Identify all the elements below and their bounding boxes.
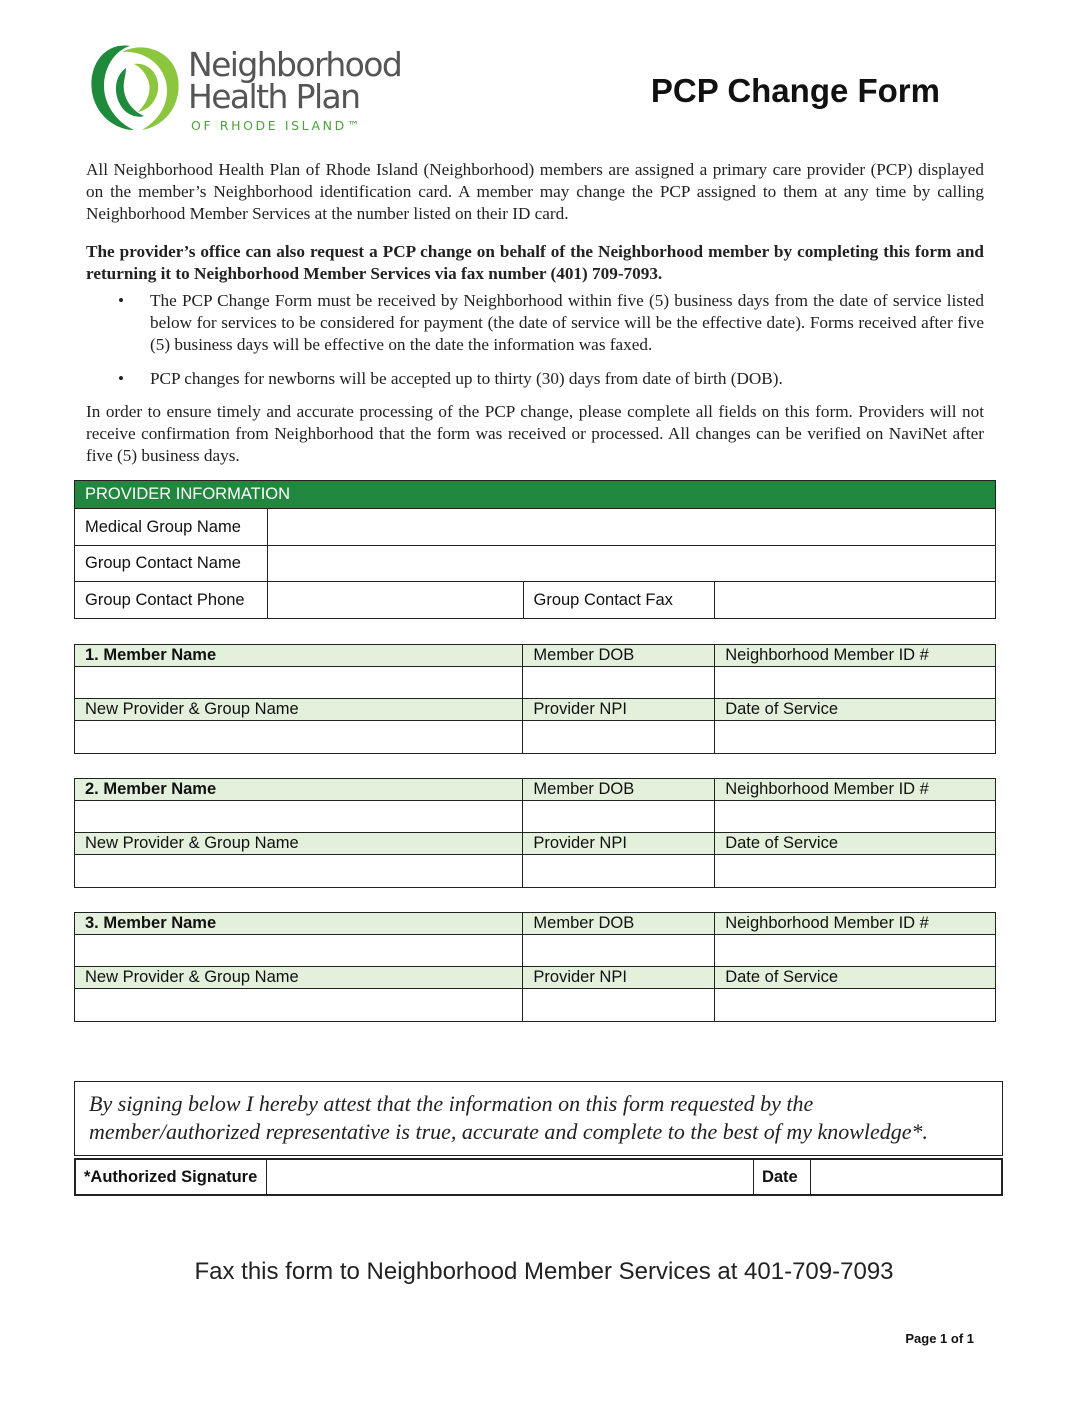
new-provider-field[interactable] xyxy=(75,989,523,1022)
bullet-icon: • xyxy=(118,291,125,310)
member-id-label: Neighborhood Member ID # xyxy=(715,779,996,801)
authorized-signature-label: *Authorized Signature xyxy=(75,1159,267,1195)
fax-instruction: Fax this form to Neighborhood Member Services at 401-709-7093 xyxy=(194,1258,894,1285)
member-id-label: Neighborhood Member ID # xyxy=(715,645,996,667)
member-dob-field[interactable] xyxy=(523,667,715,699)
form-title: PCP Change Form xyxy=(650,72,940,109)
member-dob-label: Member DOB xyxy=(523,913,715,935)
list-item xyxy=(86,368,984,390)
member-name-label: 1. Member Name xyxy=(75,645,523,667)
page-number: Page 1 of 1 xyxy=(905,1331,974,1346)
member-2-table xyxy=(74,778,996,888)
member-id-field[interactable] xyxy=(715,935,996,967)
date-of-service-label: Date of Service xyxy=(715,967,996,989)
member-dob-label: Member DOB xyxy=(523,779,715,801)
new-provider-field[interactable] xyxy=(75,721,523,754)
list-item xyxy=(86,290,984,356)
logo-text-line2: Health Plan xyxy=(188,77,360,116)
provider-npi-field[interactable] xyxy=(523,855,715,888)
provider-npi-label: Provider NPI xyxy=(523,699,715,721)
logo-text-line3: OF RHODE ISLAND™ xyxy=(191,118,362,133)
provider-npi-field[interactable] xyxy=(523,989,715,1022)
provider-information-heading: PROVIDER INFORMATION xyxy=(75,481,996,509)
logo-text-line1: Neighborhood xyxy=(188,45,402,84)
intro-paragraph-1: All Neighborhood Health Plan of Rhode Island (Neighborhood) members are assigned a primary care provider (PCP) displayed on the member’s Neighborhood identification card. A member may change the PCP assigned to them at any time by calling Neighborhood Member Services at the number listed on their ID card. xyxy=(86,160,984,223)
new-provider-label: New Provider & Group Name xyxy=(75,699,523,721)
bullet-text: The PCP Change Form must be received by Neighborhood within five (5) business days from the date of service listed below for services to be considered for payment (the date of service will be the effective date). Forms received after five (5) business days will be effective on the date the information was faxed. xyxy=(150,291,984,354)
date-of-service-label: Date of Service xyxy=(715,699,996,721)
member-id-field[interactable] xyxy=(715,667,996,699)
signature-table xyxy=(74,1158,1003,1196)
group-contact-phone-field[interactable] xyxy=(267,582,523,619)
bullet-text: PCP changes for newborns will be accepted up to thirty (30) days from date of birth (DOB). xyxy=(150,369,783,388)
member-3-table xyxy=(74,912,996,1022)
provider-npi-field[interactable] xyxy=(523,721,715,754)
group-contact-fax-field[interactable] xyxy=(715,582,996,619)
intro-paragraph-3: In order to ensure timely and accurate processing of the PCP change, please complete all fields on this form. Providers will not receive confirmation from Neighborhood that the form was received or processed. All changes can be verified on NaviNet after five (5) business days. xyxy=(86,402,984,465)
instructions-list xyxy=(86,290,984,390)
group-contact-name-label: Group Contact Name xyxy=(75,546,268,582)
bullet-icon: • xyxy=(118,369,125,388)
logo xyxy=(86,38,416,134)
date-field[interactable] xyxy=(810,1159,1002,1195)
attestation-statement: By signing below I hereby attest that the information on this form requested by the member/authorized representative is true, accurate and complete to the best of my knowledge*. xyxy=(74,1081,1003,1156)
member-1-table xyxy=(74,644,996,754)
provider-information-table xyxy=(74,480,996,619)
member-dob-field[interactable] xyxy=(523,801,715,833)
date-of-service-field[interactable] xyxy=(715,721,996,754)
member-dob-field[interactable] xyxy=(523,935,715,967)
group-contact-fax-label: Group Contact Fax xyxy=(523,582,715,619)
member-id-field[interactable] xyxy=(715,801,996,833)
provider-npi-label: Provider NPI xyxy=(523,967,715,989)
date-of-service-field[interactable] xyxy=(715,989,996,1022)
new-provider-label: New Provider & Group Name xyxy=(75,833,523,855)
member-name-field[interactable] xyxy=(75,667,523,699)
date-of-service-field[interactable] xyxy=(715,855,996,888)
member-id-label: Neighborhood Member ID # xyxy=(715,913,996,935)
member-name-field[interactable] xyxy=(75,935,523,967)
member-name-label: 2. Member Name xyxy=(75,779,523,801)
medical-group-name-field[interactable] xyxy=(267,509,995,546)
member-dob-label: Member DOB xyxy=(523,645,715,667)
new-provider-label: New Provider & Group Name xyxy=(75,967,523,989)
authorized-signature-field[interactable] xyxy=(267,1159,754,1195)
member-name-label: 3. Member Name xyxy=(75,913,523,935)
date-label: Date xyxy=(753,1159,810,1195)
intro-paragraph-2: The provider’s office can also request a PCP change on behalf of the Neighborhood member by completing this form and returning it to Neighborhood Member Services via fax number (401) 709-7093. xyxy=(86,242,984,283)
medical-group-name-label: Medical Group Name xyxy=(75,509,268,546)
new-provider-field[interactable] xyxy=(75,855,523,888)
date-of-service-label: Date of Service xyxy=(715,833,996,855)
logo-mark-icon xyxy=(86,38,186,134)
group-contact-phone-label: Group Contact Phone xyxy=(75,582,268,619)
provider-npi-label: Provider NPI xyxy=(523,833,715,855)
group-contact-name-field[interactable] xyxy=(267,546,995,582)
member-name-field[interactable] xyxy=(75,801,523,833)
